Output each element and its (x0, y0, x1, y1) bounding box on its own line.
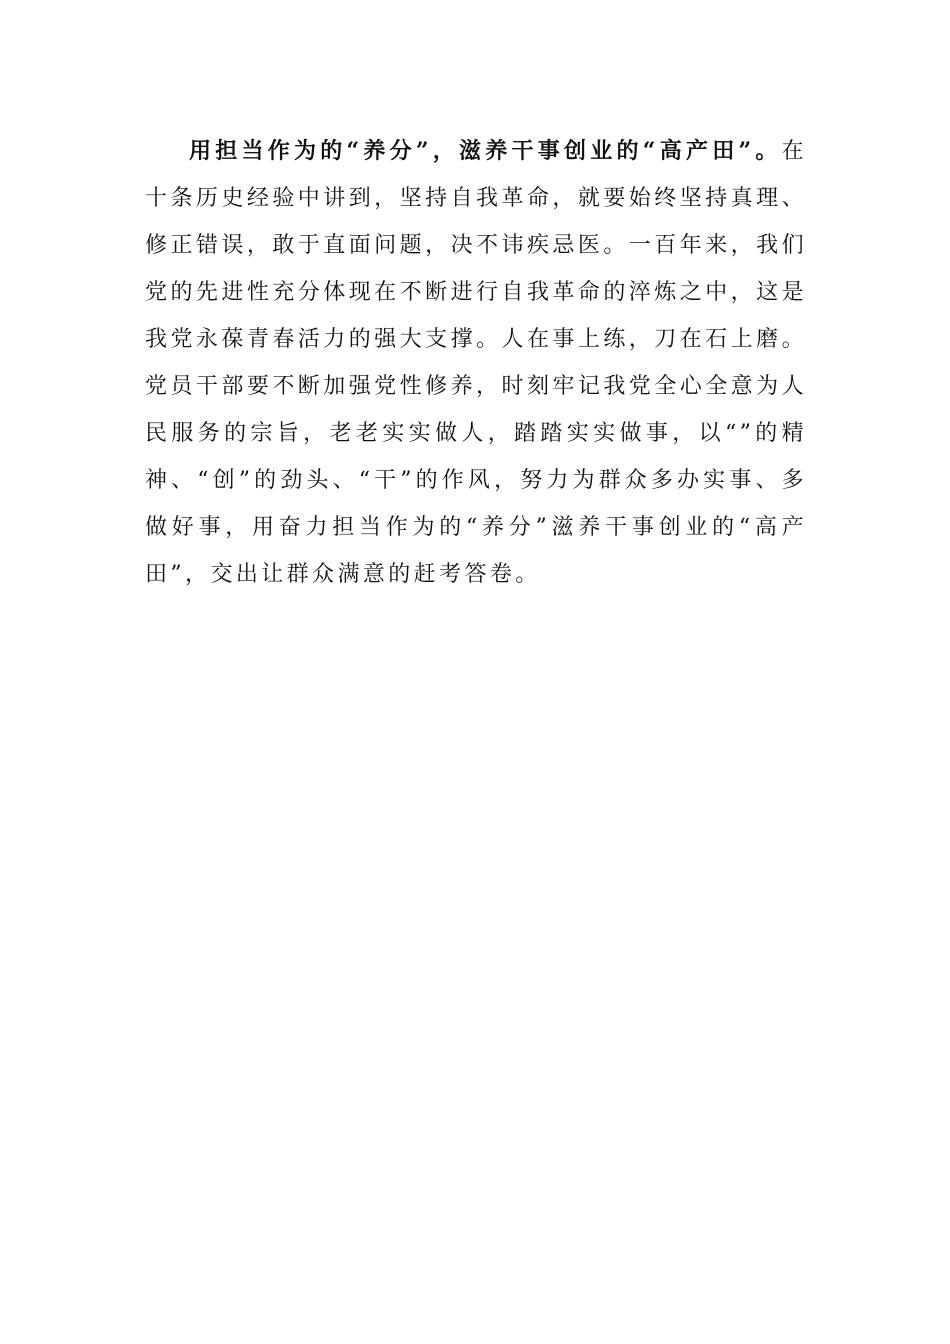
paragraph-body-text: 在十条历史经验中讲到，坚持自我革命，就要始终坚持真理、修正错误，敢于直面问题，决不讳疾忌医。一百年来，我们党的先进性充分体现在不断进行自我革命的淬炼之中，这是我党永葆青春活力的强大支撑。人在事上练，刀在石上磨。党员干部要不断加强党性修养，时刻牢记我党全心全意为人民服务的宗旨，老老实实做人，踏踏实实做事，以“”的精神、“创”的劲头、“干”的作风，努力为群众多办实事、多做好事，用奋力担当作为的“养分”滋养干事创业的“高产田”，交出让群众满意的赶考答卷。 (145, 139, 807, 587)
paragraph-lead-sentence: 用担当作为的“养分”，滋养干事创业的“高产田”。 (189, 138, 782, 164)
body-paragraph (145, 128, 807, 598)
